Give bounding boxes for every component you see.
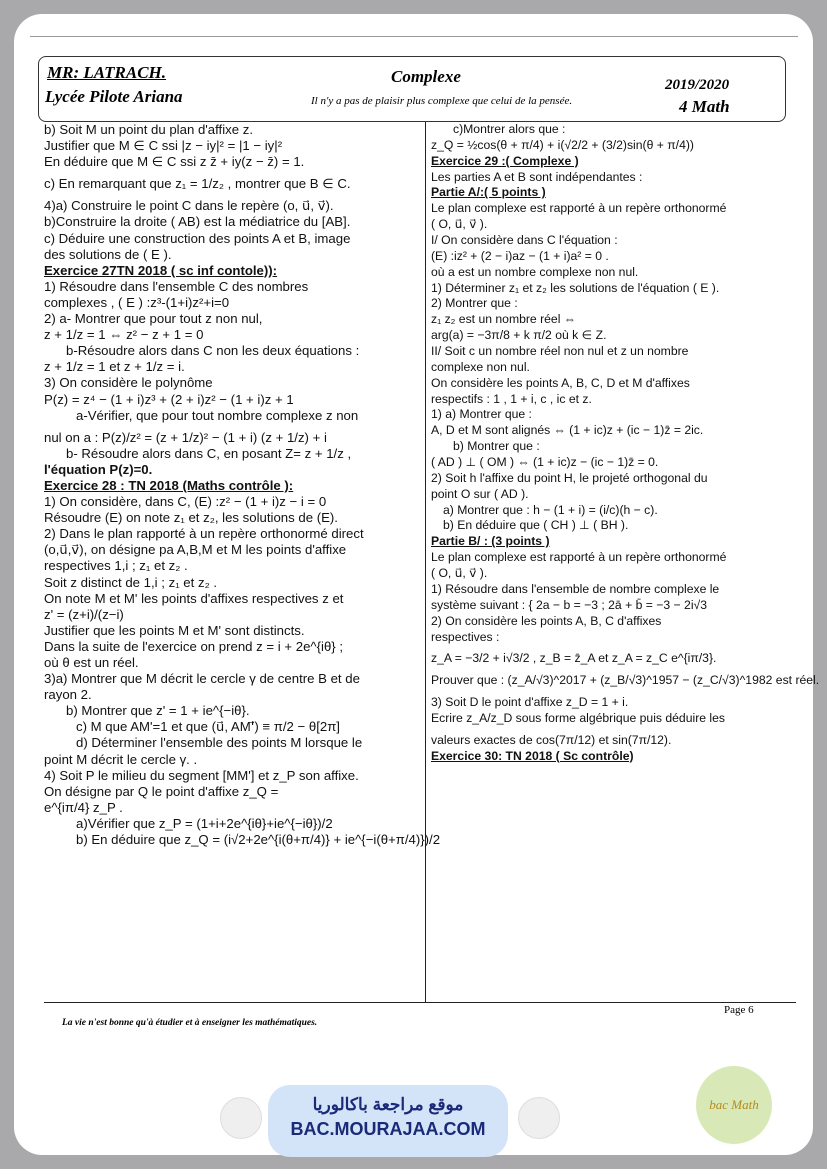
subject-title: Complexe	[391, 67, 461, 86]
column-divider	[425, 122, 426, 1002]
text-line: En déduire que M ∈ C ssi z z̄ + iy(z − z̄) = 1.	[44, 154, 305, 170]
header-quote: Il n'y a pas de plaisir plus complexe que celui de la pensée.	[311, 95, 573, 107]
text-line: valeurs exactes de cos(7π/12) et sin(7π/12).	[431, 732, 672, 747]
text-line: Prouver que : (z_A/√3)^2017 + (z_B/√3)^1957 − (z_C/√3)^1982 est réel.	[431, 673, 820, 688]
text-line: où θ est un réel.	[44, 655, 139, 670]
text-line: point M décrit le cercle γ. .	[44, 751, 198, 767]
class-level: 4 Math	[679, 97, 730, 116]
text-line: 1) a) Montrer que :	[431, 407, 532, 422]
text-line: b) En déduire que ( CH ) ⊥ ( BH ).	[443, 518, 629, 533]
page-number: Page 6	[724, 1004, 754, 1016]
text-line: Le plan complexe est rapporté à un repère orthonormé	[431, 201, 727, 216]
site-badge-url[interactable]: BAC.MOURAJAA.COM	[290, 1119, 486, 1139]
text-line: z' = (z+i)/(z−i)	[44, 606, 124, 622]
text-line: (E) :iz² + (2 − i)az − (1 + i)a² = 0 .	[431, 248, 609, 263]
text-line: Dans la suite de l'exercice on prend z = i + 2e^{iθ} ;	[44, 638, 344, 654]
text-line: 2) Montrer que :	[431, 296, 518, 311]
text-line: z + 1/z = 1 ⇔ z² − z + 1 = 0	[44, 327, 204, 343]
text-line: b) En déduire que z_Q = (i√2+2e^{i(θ+π/4)} + ie^{−i(θ+π/4)})/2	[76, 832, 441, 848]
text-line: 3) Soit D le point d'affixe z_D = 1 + i.	[431, 695, 629, 710]
text-line: Exercice 30: TN 2018 ( Sc contrôle)	[431, 748, 634, 763]
text-line: 2) a- Montrer que pour tout z non nul,	[44, 311, 263, 327]
text-line: des solutions de ( E ).	[44, 246, 172, 262]
text-line: Exercice 29 :( Complexe )	[431, 153, 579, 168]
text-line: 1) Déterminer z₁ et z₂ les solutions de l'équation ( E ).	[431, 280, 720, 295]
text-line: 2) Soit h l'affixe du point H, le projeté orthogonal du	[431, 470, 708, 485]
text-line: Résoudre (E) on note z₁ et z₂, les solutions de (E).	[44, 510, 338, 526]
text-line: Justifier que M ∈ C ssi |z − iy|² = |1 − iy|²	[44, 138, 283, 154]
site-logo-icon	[220, 1097, 262, 1139]
footer-rule	[44, 1002, 796, 1003]
text-line: II/ Soit c un nombre réel non nul et z un nombre	[431, 344, 689, 359]
teacher-name: MR: LATRACH.	[47, 63, 167, 82]
text-line: a) Montrer que : h − (1 + i) = (i/c)(h − c).	[443, 502, 658, 517]
text-line: 3) On considère le polynôme	[44, 375, 213, 391]
text-line: b) Montrer que z' = 1 + ie^{−iθ}.	[66, 703, 250, 719]
text-line: A, D et M sont alignés ⇔ (1 + ic)z + (ic − 1)z̄ = 2ic.	[431, 423, 704, 438]
text-line: 4) Soit P le milieu du segment [MM'] et z_P son affixe.	[44, 767, 359, 783]
text-line: 1) On considère, dans C, (E) :z² − (1 + i)z − i = 0	[44, 494, 327, 510]
text-line: c) Déduire une construction des points A et B, image	[44, 230, 351, 246]
text-line: a)Vérifier que z_P = (1+i+2e^{iθ}+ie^{−iθ})/2	[76, 815, 333, 831]
text-line: arg(a) = −3π/8 + k π/2 où k ∈ Z.	[431, 328, 607, 343]
text-line: 2) On considère les points A, B, C d'affixes	[431, 613, 662, 628]
text-line: respectives :	[431, 629, 500, 644]
text-line: 1) Résoudre dans l'ensemble de nombre complexe le	[431, 581, 720, 596]
text-line: point O sur ( AD ).	[431, 486, 529, 501]
text-line: On considère les points A, B, C, D et M d'affixes	[431, 375, 690, 390]
text-line: z + 1/z = 1 et z + 1/z = i.	[44, 359, 185, 375]
text-line: 1) Résoudre dans l'ensemble C des nombres	[44, 278, 309, 294]
text-line: b- Résoudre alors dans C, en posant Z= z + 1/z ,	[66, 445, 352, 461]
text-line: ( O, u⃗, v⃗ ).	[431, 217, 488, 232]
top-rule	[30, 36, 798, 37]
text-line: complexe non nul.	[431, 359, 530, 374]
right-column	[431, 122, 820, 765]
site-badge-arabic: موقع مراجعة باكالوريا	[312, 1095, 464, 1114]
text-line: P(z) = z⁴ − (1 + i)z³ + (2 + i)z² − (1 + i)z + 1	[44, 391, 294, 407]
text-line: Soit z distinct de 1,i ; z₁ et z₂ .	[44, 574, 218, 590]
text-line: b-Résoudre alors dans C non les deux équations :	[66, 343, 360, 359]
school-year: 2019/2020	[665, 77, 730, 93]
text-line: On désigne par Q le point d'affixe z_Q =	[44, 783, 279, 799]
site-logo-icon	[518, 1097, 560, 1139]
text-line: l'équation P(z)=0.	[44, 461, 153, 477]
text-line: 4)a) Construire le point C dans le repère (o, u⃗, v⃗).	[44, 198, 334, 214]
left-column	[44, 122, 441, 848]
text-line: z₁ z₂ est un nombre réel ⇔	[431, 312, 576, 327]
text-line: où a est un nombre complexe non nul.	[431, 264, 639, 279]
text-line: On note M et M' les points d'affixes respectives z et	[44, 590, 344, 606]
text-line: système suivant : { 2a − b = −3 ; 2ā + b̄ = −3 − 2i√3	[431, 597, 708, 612]
text-line: respectifs : 1 , 1 + i, c , ic et z.	[431, 391, 592, 406]
text-line: a-Vérifier, que pour tout nombre complexe z non	[76, 407, 359, 423]
text-line: nul on a : P(z)/z² = (z + 1/z)² − (1 + i) (z + 1/z) + i	[44, 429, 327, 445]
text-line: (o,u⃗,v⃗), on désigne pa A,B,M et M les points d'affixe	[44, 542, 347, 558]
text-line: Le plan complexe est rapporté à un repère orthonormé	[431, 550, 727, 565]
text-line: 2) Dans le plan rapporté à un repère orthonormé direct	[44, 526, 364, 542]
site-badge[interactable]	[268, 1085, 508, 1157]
text-line: 3)a) Montrer que M décrit le cercle γ de centre B et de	[44, 671, 360, 687]
text-line: Partie B/ : (3 points )	[431, 534, 550, 549]
text-line: e^{iπ/4} z_P .	[44, 799, 123, 815]
text-line: ( O, u⃗, v⃗ ).	[431, 566, 488, 581]
school-name: Lycée Pilote Ariana	[45, 87, 183, 106]
text-line: c) En remarquant que z₁ = 1/z₂ , montrer que B ∈ C.	[44, 176, 351, 192]
text-line: Justifier que les points M et M' sont distincts.	[44, 622, 305, 638]
text-line: ( AD ) ⊥ ( OM ) ⇔ (1 + ic)z − (ic − 1)z̄ = 0.	[431, 455, 659, 470]
footer-motto: La vie n'est bonne qu'à étudier et à enseigner les mathématiques.	[62, 1018, 318, 1028]
text-line: Exercice 27TN 2018 ( sc inf contole)):	[44, 262, 278, 278]
text-line: b)Construire la droite ( AB) est la médiatrice du [AB].	[44, 214, 351, 230]
text-line: Exercice 28 : TN 2018 (Maths contrôle ):	[44, 477, 294, 493]
text-line: Partie A/:( 5 points )	[431, 185, 546, 200]
text-line: b) Montrer que :	[453, 439, 540, 454]
text-line: respectives 1,i ; z₁ et z₂ .	[44, 558, 188, 574]
text-line: rayon 2.	[44, 687, 92, 703]
text-line: complexes , ( E ) :z³-(1+i)z²+i=0	[44, 294, 230, 310]
text-line: c)Montrer alors que :	[453, 122, 566, 136]
text-line: Ecrire z_A/z_D sous forme algébrique puis déduire les	[431, 710, 725, 725]
text-line: I/ On considère dans C l'équation :	[431, 233, 618, 248]
text-line: Les parties A et B sont indépendantes :	[431, 169, 643, 184]
text-line: b) Soit M un point du plan d'affixe z.	[44, 122, 254, 137]
text-line: z_A = −3/2 + i√3/2 , z_B = z̄_A et z_A = z_C e^{iπ/3}.	[431, 651, 717, 666]
header-box	[38, 56, 786, 122]
text-line: d) Déterminer l'ensemble des points M lorsque le	[76, 735, 363, 751]
text-line: c) M que AM'=1 et que (u⃗, AM'⃗) ≡ π/2 − θ[2π]	[76, 719, 340, 735]
text-line: z_Q = ½cos(θ + π/4) + i(√2/2 + (3/2)sin(θ + π/4))	[431, 137, 694, 152]
bac-math-watermark: bac Math	[696, 1066, 772, 1144]
